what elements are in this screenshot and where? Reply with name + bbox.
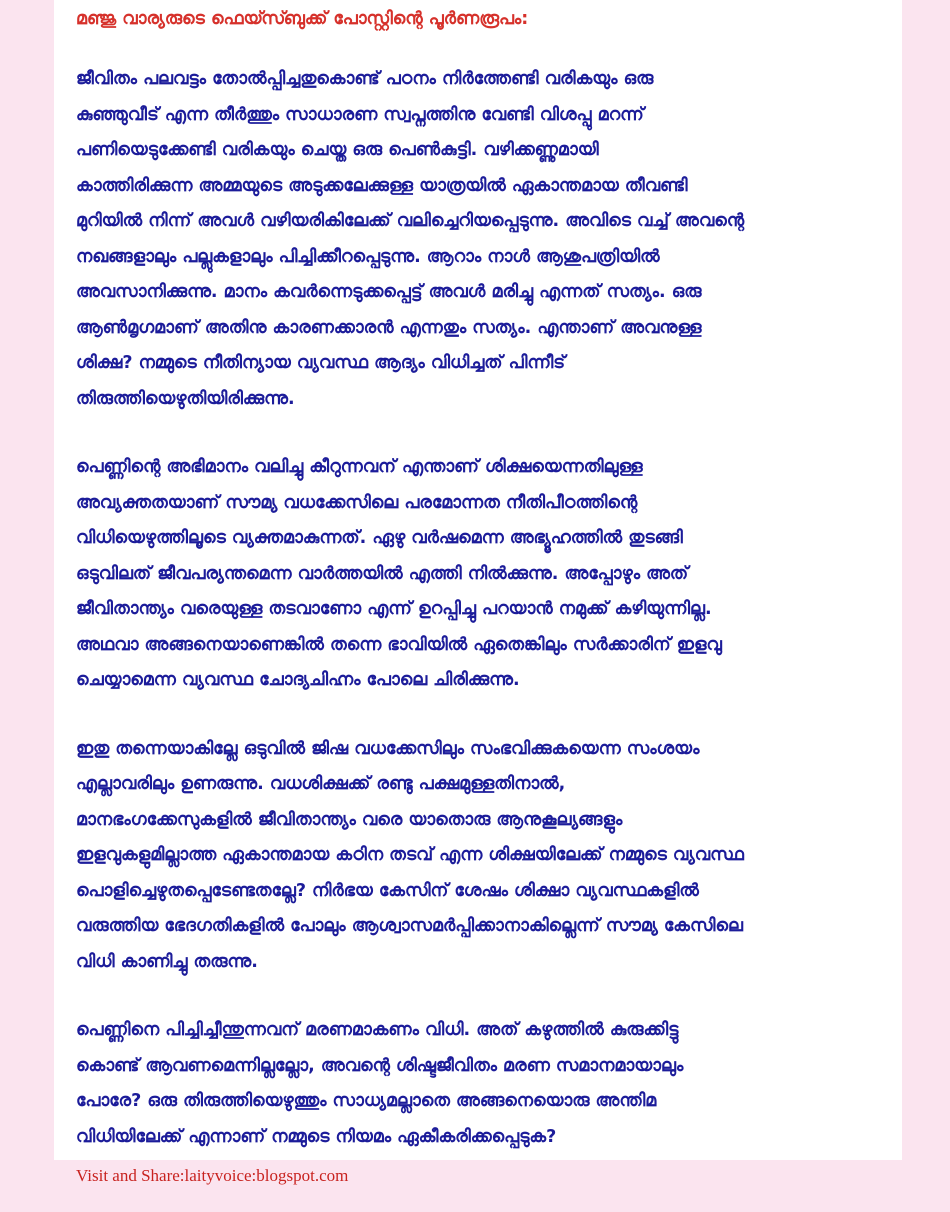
paragraph-line: കൊണ്ട് ആവണമെന്നില്ലല്ലോ, അവന്റെ ശിഷ്ടജീവിതം മരണ സമാനമായാലും (76, 1055, 684, 1076)
paragraph-line: ശിക്ഷ? നമ്മുടെ നീതിന്യായ വ്യവസ്ഥ ആദ്യം വിധിച്ചത് പിന്നീട് (76, 353, 566, 373)
paragraph-line: കുഞ്ഞുവീട് എന്ന തീർത്തും സാധാരണ സ്വപ്നത്തിനു വേണ്ടി വിശപ്പു മറന്ന് (76, 104, 644, 125)
post-page (54, 0, 902, 1160)
paragraph-line: അവ്യക്തതയാണ് സൗമ്യ വധക്കേസിലെ പരമോന്നത നീതിപീഠത്തിന്റെ (76, 492, 638, 513)
paragraph-line: പെണ്ണിനെ പിച്ചിച്ചീന്തുന്നവന് മരണമാകണം വിധി. അത് കഴുത്തിൽ കുരുക്കിട്ടു (76, 1020, 679, 1040)
paragraph-line: ആൺമൃഗമാണ് അതിനു കാരണക്കാരൻ എന്നതും സത്യം. എന്താണ് അവനുള്ള (76, 317, 702, 338)
paragraph-line: പൊളിച്ചെഴുതപ്പെടേണ്ടതല്ലേ? നിർഭയ കേസിന് ശേഷം ശിക്ഷാ വ്യവസ്ഥകളിൽ (76, 880, 699, 901)
paragraph-line: ജീവിതാന്ത്യം വരെയുള്ള തടവാണോ എന്ന് ഉറപ്പിച്ചു പറയാൻ നമുക്ക് കഴിയുന്നില്ല. (76, 599, 712, 619)
post-heading: മഞ്ജു വാര്യരുടെ ഫെയ്സ്ബുക്ക് പോസ്റ്റിന്റെ പൂർണരൂപം: (76, 9, 529, 29)
paragraph-line: നഖങ്ങളാലും പല്ലുകളാലും പിച്ചിക്കീറപ്പെടുന്നു. ആറാം നാൾ ആശുപത്രിയിൽ (76, 246, 660, 267)
paragraph-line: വിധി കാണിച്ചു തരുന്നു. (76, 951, 258, 972)
post-body (76, 62, 882, 1155)
paragraph-line: മാനഭംഗക്കേസുകളിൽ ജീവിതാന്ത്യം വരെ യാതൊരു ആനുകൂല്യങ്ങളും (76, 809, 623, 830)
paragraph-line: ഇളവുകളുമില്ലാത്ത ഏകാന്തമായ കഠിന തടവ് എന്ന ശിക്ഷയിലേക്ക് നമ്മുടെ വ്യവസ്ഥ (76, 845, 744, 865)
paragraph-line: ജീവിതം പലവട്ടം തോൽപ്പിച്ചതുകൊണ്ട് പഠനം നിർത്തേണ്ടി വരികയും ഒരു (76, 69, 654, 89)
paragraph (76, 62, 882, 417)
paragraph-line: പെണ്ണിന്റെ അഭിമാനം വലിച്ചു കീറുന്നവന് എന്താണ് ശിക്ഷയെന്നതിലുള്ള (76, 457, 643, 477)
paragraph-line: മുറിയിൽ നിന്ന് അവൾ വഴിയരികിലേക്ക് വലിച്ചെറിയപ്പെടുന്നു. അവിടെ വച്ച് അവന്റെ (76, 211, 745, 231)
paragraph-line: ചെയ്യാമെന്ന വ്യവസ്ഥ ചോദ്യചിഹ്നം പോലെ ചിരിക്കുന്നു. (76, 670, 520, 690)
paragraph-line: അഥവാ അങ്ങനെയാണെങ്കിൽ തന്നെ ഭാവിയിൽ ഏതെങ്കിലും സർക്കാരിന് ഇളവു (76, 634, 722, 655)
paragraph-line: കാത്തിരിക്കുന്ന അമ്മയുടെ അടുക്കലേക്കുള്ള യാത്രയിൽ ഏകാന്തമായ തീവണ്ടി (76, 175, 688, 196)
paragraph-line: എല്ലാവരിലും ഉണരുന്നു. വധശിക്ഷക്ക് രണ്ടു പക്ഷമുള്ളതിനാൽ, (76, 774, 566, 794)
paragraph-line: ഇതു തന്നെയാകില്ലേ ഒടുവിൽ ജിഷ വധക്കേസിലും സംഭവിക്കുകയെന്ന സംശയം (76, 738, 700, 759)
paragraph-line: വിധിയിലേക്ക് എന്നാണ് നമ്മുടെ നിയമം ഏകീകരിക്കപ്പെടുക? (76, 1126, 557, 1147)
paragraph-line: അവസാനിക്കുന്നു. മാനം കവർന്നെടുക്കപ്പെട്ട് അവൾ മരിച്ചു എന്നത് സത്യം. ഒരു (76, 282, 702, 302)
paragraph (76, 450, 882, 699)
paragraph-line: തിരുത്തിയെഴുതിയിരിക്കുന്നു. (76, 388, 295, 409)
paragraph-line: പണിയെടുക്കേണ്ടി വരികയും ചെയ്ത ഒരു പെൺകുട്ടി. വഴിക്കണ്ണുമായി (76, 140, 599, 160)
paragraph-line: ഒടുവിലത് ജീവപര്യന്തമെന്ന വാർത്തയിൽ എത്തി നിൽക്കുന്നു. അപ്പോഴും അത് (76, 563, 689, 584)
paragraph-line: വിധിയെഴുത്തിലൂടെ വ്യക്തമാകുന്നത്. ഏഴു വർഷമെന്ന അഭ്യൂഹത്തിൽ തുടങ്ങി (76, 528, 683, 548)
paragraph (76, 1013, 882, 1155)
paragraph-line: വരുത്തിയ ഭേദഗതികളിൽ പോലും ആശ്വാസമർപ്പിക്കാനാകില്ലെന്ന് സൗമ്യ കേസിലെ (76, 916, 743, 936)
paragraph (76, 732, 882, 981)
footer-link[interactable]: Visit and Share:laityvoice:blogspot.com (76, 1166, 349, 1185)
paragraph-line: പോരേ? ഒരു തിരുത്തിയെഴുത്തും സാധ്യമല്ലാതെ അങ്ങനെയൊരു അന്തിമ (76, 1091, 657, 1111)
